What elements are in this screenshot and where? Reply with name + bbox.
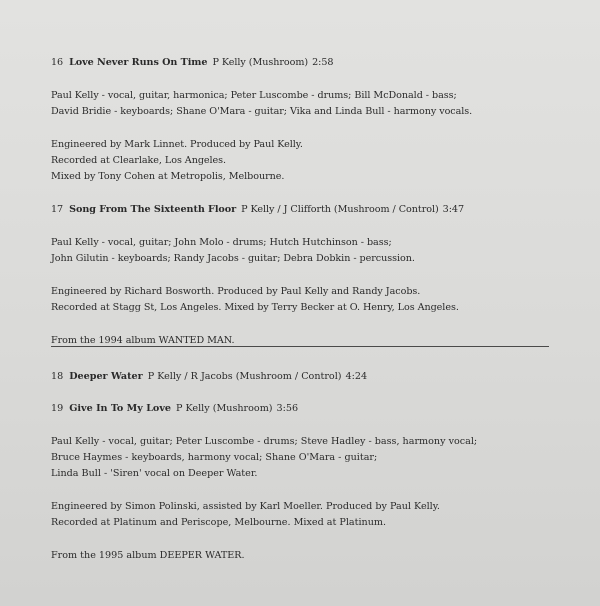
track-17-production	[51, 284, 571, 316]
deeper-water-production	[51, 499, 571, 531]
track-duration: 4:24	[345, 371, 368, 382]
text-line: Engineered by Richard Bosworth. Produced by Paul Kelly and Randy Jacobs.	[51, 286, 421, 297]
track-duration: 3:56	[276, 403, 299, 414]
track-credit: P Kelly / R Jacobs (Mushroom / Control)	[147, 371, 342, 382]
lower-section	[51, 369, 571, 564]
track-16-heading	[51, 55, 571, 71]
text-line: Recorded at Stagg St, Los Angeles. Mixed by Terry Becker at O. Henry, Los Angeles.	[51, 302, 459, 313]
track-number: 17	[51, 204, 64, 215]
upper-section	[51, 55, 571, 349]
text-line: Bruce Haymes - keyboards, harmony vocal; Shane O'Mara - guitar;	[51, 452, 378, 463]
text-line: Paul Kelly - vocal, guitar; John Molo - drums; Hutch Hutchinson - bass;	[51, 237, 392, 248]
text-line: Engineered by Mark Linnet. Produced by Paul Kelly.	[51, 139, 303, 150]
track-duration: 2:58	[312, 57, 334, 68]
track-title: Song From The Sixteenth Floor	[69, 204, 237, 215]
track-credit: P Kelly (Mushroom)	[176, 403, 273, 414]
deeper-water-personnel	[51, 434, 571, 482]
text-line: Linda Bull - 'Siren' vocal on Deeper Water.	[51, 468, 258, 479]
track-16-personnel	[51, 88, 571, 120]
track-19-heading	[51, 401, 571, 417]
track-number: 19	[51, 403, 64, 414]
track-credit: P Kelly (Mushroom)	[212, 57, 309, 68]
track-18-heading	[51, 369, 571, 385]
text-line: Recorded at Platinum and Periscope, Melbourne. Mixed at Platinum.	[51, 517, 387, 528]
track-16-production	[51, 137, 571, 185]
track-credit: P Kelly / J Clifforth (Mushroom / Control)	[241, 204, 439, 215]
text-line: John Gilutin - keyboards; Randy Jacobs - guitar; Debra Dobkin - percussion.	[51, 253, 415, 264]
track-title: Love Never Runs On Time	[69, 57, 208, 68]
track-duration: 3:47	[442, 204, 465, 215]
text-line: Recorded at Clearlake, Los Angeles.	[51, 155, 227, 166]
track-number: 16	[51, 57, 64, 68]
text-line: Paul Kelly - vocal, guitar; Peter Luscombe - drums; Steve Hadley - bass, harmony vocal;	[51, 436, 478, 447]
album-note: From the 1994 album WANTED MAN.	[51, 335, 235, 346]
text-line: Mixed by Tony Cohen at Metropolis, Melbourne.	[51, 171, 285, 182]
text-line: Paul Kelly - vocal, guitar, harmonica; Peter Luscombe - drums; Bill McDonald - bass;	[51, 90, 457, 101]
divider-line	[51, 346, 549, 347]
track-17-heading	[51, 202, 571, 218]
track-title: Deeper Water	[69, 371, 143, 382]
track-number: 18	[51, 371, 64, 382]
text-line: Engineered by Simon Polinski, assisted by Karl Moeller. Produced by Paul Kelly.	[51, 501, 440, 512]
track-title: Give In To My Love	[69, 403, 172, 414]
album-note: From the 1995 album DEEPER WATER.	[51, 550, 245, 561]
track-17-personnel	[51, 235, 571, 267]
text-line: David Bridie - keyboards; Shane O'Mara - guitar; Vika and Linda Bull - harmony vocals.	[51, 106, 473, 117]
